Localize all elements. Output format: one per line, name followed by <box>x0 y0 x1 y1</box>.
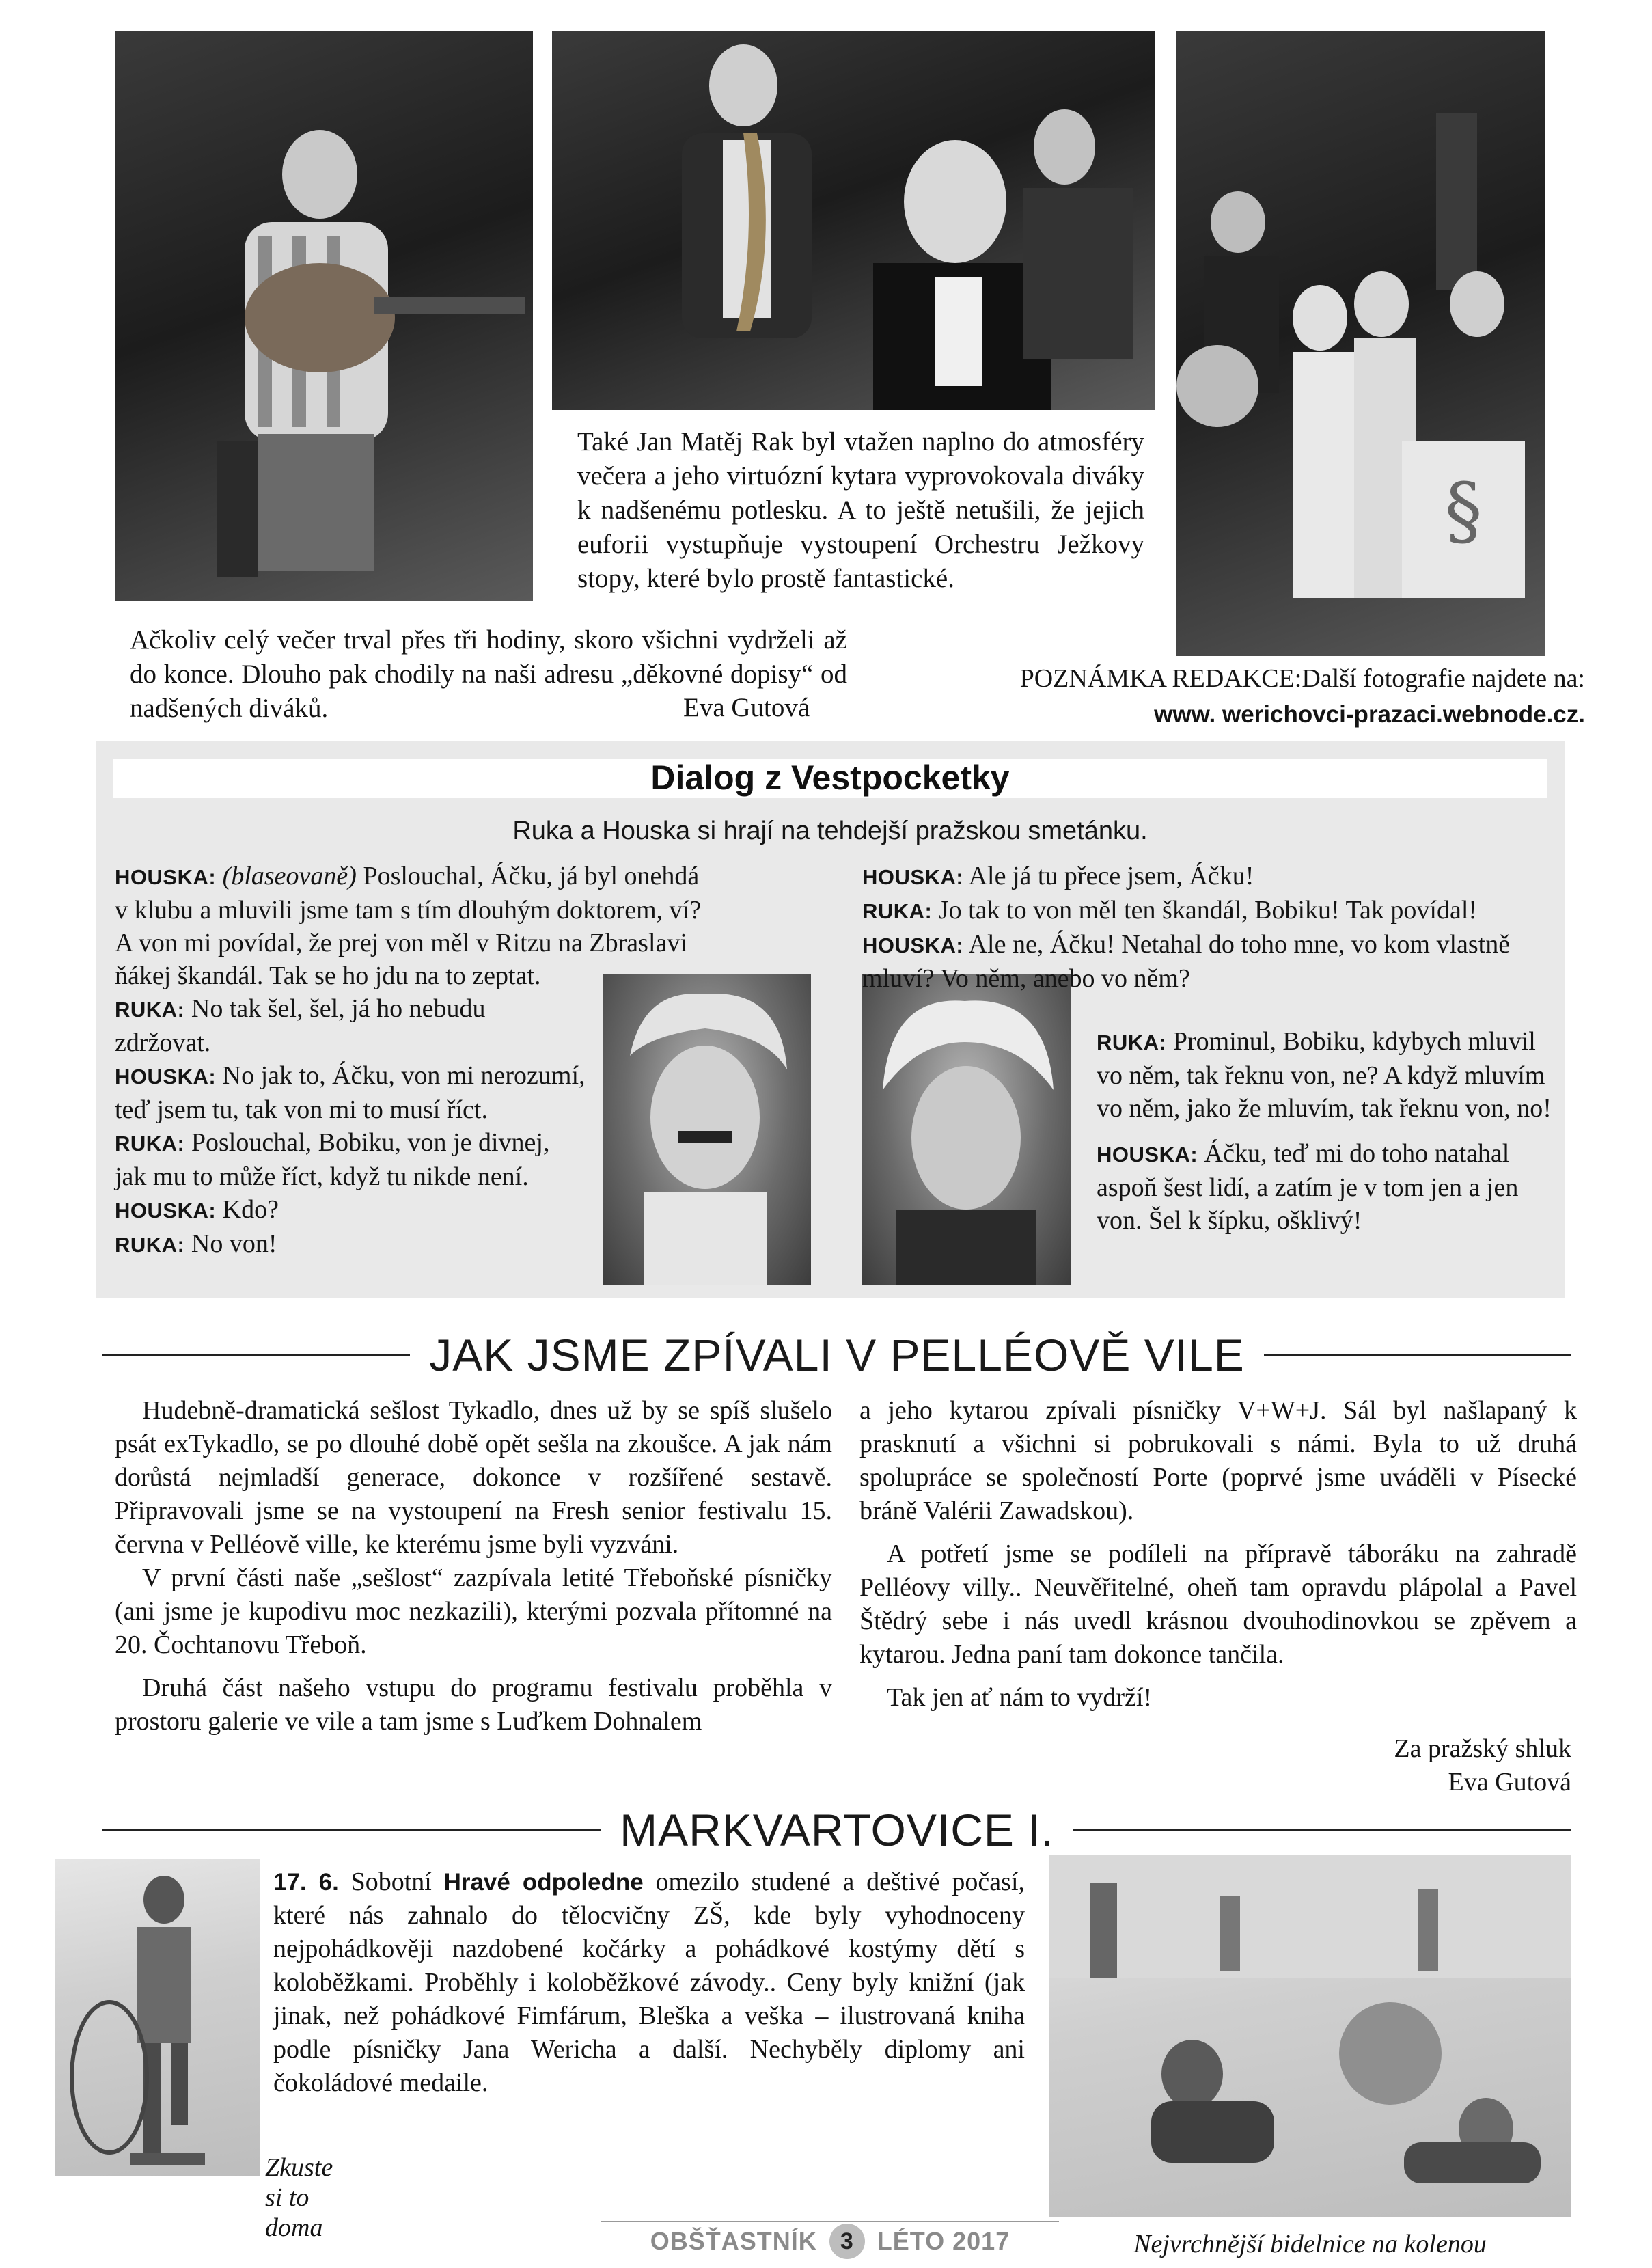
paragraph: a jeho kytarou zpívali písničky V+W+J. Sál byl našlapaný k prasknutí a všichni si pobrukovali s námi. Byla to už druhá spolupráce se společností Porte (poprvé jsme uváděli v Písecké bráně Valérii Zawadskou). <box>859 1396 1577 1525</box>
dialog-title: Dialog z Vestpocketky <box>650 759 1010 797</box>
dialog-line <box>115 1059 586 1126</box>
dialog-text: Poslouchal, Áčku, já byl onehdá v klubu a mluvili jsme tam s tím dlouhým doktorem, ví? A von mi povídal, že prej von měl v Ritzu na Zbraslavi ňákej škandál. Tak se ho jdu na to zeptat. <box>115 862 702 990</box>
event-date: 17. 6. <box>273 1869 339 1896</box>
dialog-line <box>1097 1137 1554 1237</box>
portrait-ruka <box>603 974 811 1285</box>
dialog-line <box>1097 1025 1554 1125</box>
signoff-author: Eva Gutová <box>1448 1768 1571 1796</box>
heading-rule-right <box>1264 1354 1571 1356</box>
pelle-left-column <box>115 1394 832 1738</box>
paragraph: Tak jen ať nám to vydrží! <box>887 1683 1153 1712</box>
dialog-line <box>862 928 1556 995</box>
caption-line: si to <box>265 2183 309 2212</box>
speaker-label: RUKA: <box>1097 1030 1167 1054</box>
section-title: MARKVARTOVICE I. <box>620 1805 1054 1855</box>
speaker-label: RUKA: <box>115 1132 185 1156</box>
pelle-right-column <box>859 1394 1577 1714</box>
section-heading-pelle <box>102 1329 1571 1381</box>
issue-label: LÉTO 2017 <box>877 2227 1010 2255</box>
svg-text:§: § <box>1444 467 1483 554</box>
page-number: 3 <box>829 2224 865 2259</box>
paragraph: V první části naše „sešlost“ zazpívala letité Třeboňské písničky (ani jsme je kupodivu moc nezkazili), kterými pozvala přítomné na 20. Čochtanovu Třeboň. <box>115 1563 832 1659</box>
speaker-label: HOUSKA: <box>1097 1143 1198 1166</box>
photo-gym-children <box>1049 1855 1571 2217</box>
dialog-right-column-bottom <box>1097 1025 1554 1237</box>
heading-rule-right <box>1073 1829 1571 1831</box>
pelle-signoff <box>1161 1732 1571 1799</box>
dialog-text: Ale já tu přece jsem, Áčku! <box>968 862 1254 890</box>
speaker-label: HOUSKA: <box>862 933 964 957</box>
speaker-label: RUKA: <box>115 1233 185 1257</box>
dialog-subtitle: Ruka a Houska si hrají na tehdejší pražskou smetánku. <box>512 817 1148 845</box>
text-after-bold: omezilo studené a deštivé počasí, které nás zahnalo do tělocvičny ZŠ, kde byly vyhodnoceny nejpohádkověji nazdobené kočárky a pohádkové kostýmy dětí s koloběžkami. Proběhly i koloběžkové závody.. Ceny byly knižní (jak jinak, než pohádkové Fimfárum, Bleška a veška – ilustrovaná kniha podle písničky Jana Wericha a další. Nechyběly diplomy ani čokoládové medaile. <box>273 1868 1025 2097</box>
speaker-label: HOUSKA: <box>862 865 964 889</box>
photo-guitarist <box>115 31 533 601</box>
dialog-line <box>862 894 1556 928</box>
paragraph: Hudebně-dramatická sešlost Tykadlo, dnes už by se spíš slušelo psát exTykadlo, se po dlouhé době opět sešla na zkoušce. A jak nám dorůstá nejmladší generace, dokonce v rozšířené sestavě. Připravovali jsme se na vystoupení na Fresh senior festivalu 15. června v Pelléově ville, ke kterému jsme byli vyzváni. <box>115 1396 832 1559</box>
dialog-text: No jak to, Áčku, von mi nerozumí, teď jsem tu, tak von mi to musí říct. <box>115 1061 586 1124</box>
heading-rule-left <box>102 1829 601 1831</box>
dialog-text: No tak šel, šel, já ho nebudu zdržovat. <box>115 994 486 1057</box>
dialog-line <box>115 1126 586 1193</box>
signoff-line: Za pražský shluk <box>1394 1734 1571 1763</box>
dialog-text: Kdo? <box>222 1195 279 1224</box>
speaker-label: RUKA: <box>862 899 933 923</box>
editor-note <box>943 661 1585 696</box>
dialog-line <box>862 860 1556 894</box>
photo-hula-hoop-child <box>55 1859 260 2176</box>
page-footer <box>601 2221 1059 2260</box>
editor-note-text: Další fotografie najdete na: <box>1302 664 1585 693</box>
dialog-text: Ale ne, Áčku! Netahal do toho mne, vo kom vlastně mluví? Vo něm, anebo vo něm? <box>862 930 1511 993</box>
dialog-text: Poslouchal, Bobiku, von je divnej, jak mu to může říct, když tu nikde není. <box>115 1128 550 1191</box>
magazine-name: OBŠŤASTNÍK <box>650 2227 817 2255</box>
portrait-houska <box>862 974 1071 1285</box>
dialog-text: Jo tak to von měl ten škandál, Bobiku! Tak povídal! <box>938 896 1478 925</box>
paragraph: A potřetí jsme se podíleli na přípravě táboráku na zahradě Pelléovy villy.. Neuvěřitelné, oheň tam opravdu plápolal a Pavel Štědrý sebe i nás uvedl krásnou dvouhodinovkou se zpěvem a kytarou. Jedna paní tam dokonce tančila. <box>859 1540 1577 1669</box>
text-before-bold: Sobotní <box>350 1868 432 1896</box>
dialog-line <box>115 992 586 1059</box>
caption-jan-matej-rak: Také Jan Matěj Rak byl vtažen naplno do atmosféry večera a jeho virtuózní kytara vyprovokovala diváky k nadšenému potlesku. A to ještě netušili, že jejich euforii vystupňuje vystoupení Orchestru Ježkovy stopy, které bylo prostě fantastické. <box>577 427 1144 593</box>
section-heading-markvartovice <box>102 1804 1571 1856</box>
editor-note-label: POZNÁMKA REDAKCE: <box>1019 664 1302 693</box>
event-name: Hravé odpoledne <box>443 1869 644 1896</box>
dialog-text: Áčku, teď mi do toho natahal aspoň šest lidí, a zatím je v tom jen a jen von. Šel k šípku, ošklivý! <box>1097 1139 1519 1235</box>
caption-try-at-home <box>265 2153 361 2243</box>
speaker-label: HOUSKA: <box>115 1065 217 1089</box>
dialog-right-column-top <box>862 860 1556 995</box>
editor-url: www. werichovci-prazaci.webnode.cz. <box>1154 701 1585 728</box>
caption-gym: Nejvrchnější bidelnice na kolenou <box>1133 2230 1487 2258</box>
caption-line: Zkuste <box>265 2153 333 2182</box>
markvartovice-text <box>273 1866 1025 2100</box>
dialog-text: Prominul, Bobiku, kdybych mluvil vo něm, tak řeknu von, ne? A když mluvím vo něm, jako že mluvím, tak řeknu von, no! <box>1097 1027 1552 1123</box>
dialog-line <box>115 860 702 992</box>
heading-rule-left <box>102 1354 410 1356</box>
closing-author: Eva Gutová <box>683 693 810 722</box>
section-title: JAK JSME ZPÍVALI V PELLÉOVĚ VILE <box>429 1330 1245 1380</box>
speaker-label: RUKA: <box>115 998 185 1022</box>
dialog-text: No von! <box>191 1229 277 1258</box>
closing-paragraph: Ačkoliv celý večer trval přes tři hodiny, skoro všichni vydrželi až do konce. Dlouho pak chodily na naši adresu „děkovné dopisy“ od nadšených diváků. <box>130 625 847 723</box>
stage-direction: (blaseovaně) <box>222 862 357 890</box>
photo-orchestra <box>1176 31 1545 656</box>
speaker-label: HOUSKA: <box>115 1199 217 1222</box>
caption-line: doma <box>265 2213 323 2242</box>
speaker-label: HOUSKA: <box>115 865 217 889</box>
photo-saxophone-band <box>552 31 1155 410</box>
paragraph: Druhá část našeho vstupu do programu festivalu proběhla v prostoru galerie ve vile a tam jsme s Luďkem Dohnalem <box>115 1673 832 1736</box>
